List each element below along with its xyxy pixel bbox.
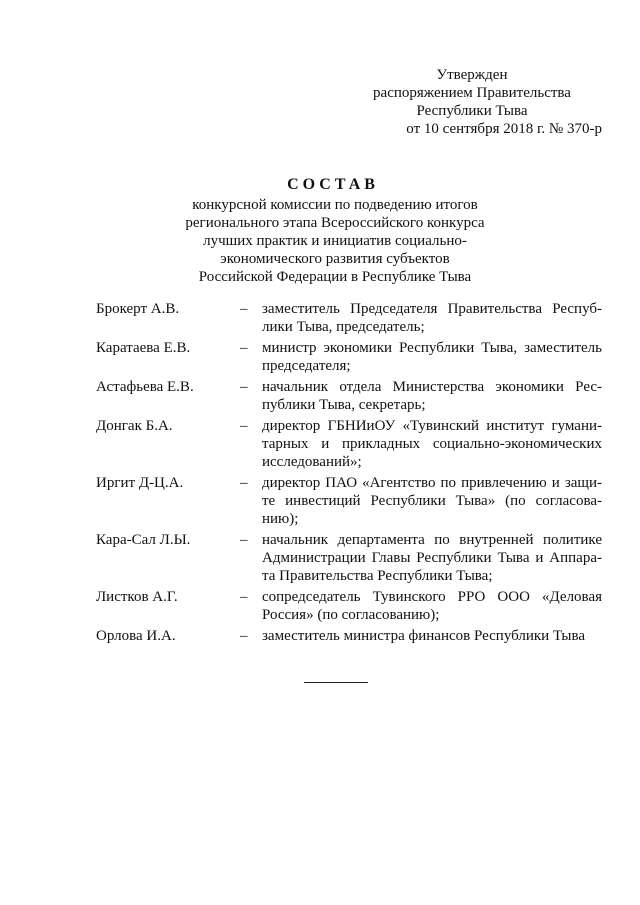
member-row [96, 417, 602, 471]
member-name: Донгак Б.А. [96, 418, 173, 434]
member-role-line: нию); [262, 511, 299, 527]
member-name: Кара-Сал Л.Ы. [96, 532, 191, 548]
member-name: Астафьева Е.В. [96, 379, 194, 395]
member-role-line: заместитель Председателя Правительства Респуб- [262, 301, 602, 317]
member-role-line: тарных и прикладных социально-экономических [262, 436, 602, 452]
member-role-line: сопредседатель Тувинского РРО ООО «Деловая [262, 589, 602, 605]
member-dash: – [240, 340, 248, 356]
document-title: СОСТАВ [287, 176, 379, 193]
member-row [96, 474, 602, 528]
member-role-line: начальник отдела Министерства экономики Рес- [262, 379, 602, 395]
approval-date-line: от 10 сентября 2018 г. № 370-р [406, 121, 602, 137]
member-role-line: лики Тыва, председатель; [262, 319, 425, 335]
member-role-line: та Правительства Республики Тыва; [262, 568, 493, 584]
member-role [262, 627, 602, 645]
member-dash: – [240, 301, 248, 317]
subtitle-line: конкурсной комиссии по подведению итогов [192, 197, 478, 213]
member-dash: – [240, 532, 248, 548]
member-name: Листков А.Г. [96, 589, 178, 605]
member-role-line: директор ПАО «Агентство по привлечению и защи- [262, 475, 602, 491]
member-row [96, 339, 602, 375]
member-role-line: директор ГБНИиОУ «Тувинский институт гумани- [262, 418, 602, 434]
member-dash: – [240, 628, 248, 644]
approval-line: распоряжением Правительства [373, 85, 571, 101]
member-row [96, 378, 602, 414]
approval-line: Республики Тыва [416, 103, 528, 119]
member-dash: – [240, 379, 248, 395]
subtitle-line: регионального этапа Всероссийского конкурса [185, 215, 485, 231]
member-row [96, 300, 602, 336]
member-role-line: Администрации Главы Республики Тыва и Аппара- [262, 550, 602, 566]
subtitle-line: лучших практик и инициатив социально- [203, 233, 467, 249]
members-list [96, 300, 602, 648]
member-row [96, 627, 602, 645]
member-name: Каратаева Е.В. [96, 340, 191, 356]
member-name: Орлова И.А. [96, 628, 176, 644]
subtitle-line: экономического развития субъектов [220, 251, 450, 267]
member-dash: – [240, 418, 248, 434]
member-role [262, 378, 602, 414]
member-row [96, 588, 602, 624]
closing-divider [304, 682, 368, 683]
member-dash: – [240, 475, 248, 491]
document-subtitle [0, 196, 640, 286]
member-role-line: исследований»; [262, 454, 362, 470]
member-role-line: заместитель министра финансов Республики Тыва [262, 628, 585, 644]
member-role-line: министр экономики Республики Тыва, заместитель [262, 340, 602, 356]
member-role [262, 417, 602, 471]
member-role-line: публики Тыва, секретарь; [262, 397, 426, 413]
member-role [262, 531, 602, 585]
member-dash: – [240, 589, 248, 605]
member-role [262, 339, 602, 375]
member-name: Иргит Д-Ц.А. [96, 475, 184, 491]
member-row [96, 531, 602, 585]
approval-line: Утвержден [436, 67, 508, 83]
member-role [262, 474, 602, 528]
approval-block [342, 66, 602, 138]
member-role [262, 300, 602, 336]
subtitle-line: Российской Федерации в Республике Тыва [198, 269, 472, 285]
member-role-line: председателя; [262, 358, 351, 374]
member-role-line: начальник департамента по внутренней политике [262, 532, 602, 548]
member-name: Брокерт А.В. [96, 301, 180, 317]
member-role-line: те инвестиций Республики Тыва» (по согласова- [262, 493, 602, 509]
member-role [262, 588, 602, 624]
member-role-line: Россия» (по согласованию); [262, 607, 440, 623]
